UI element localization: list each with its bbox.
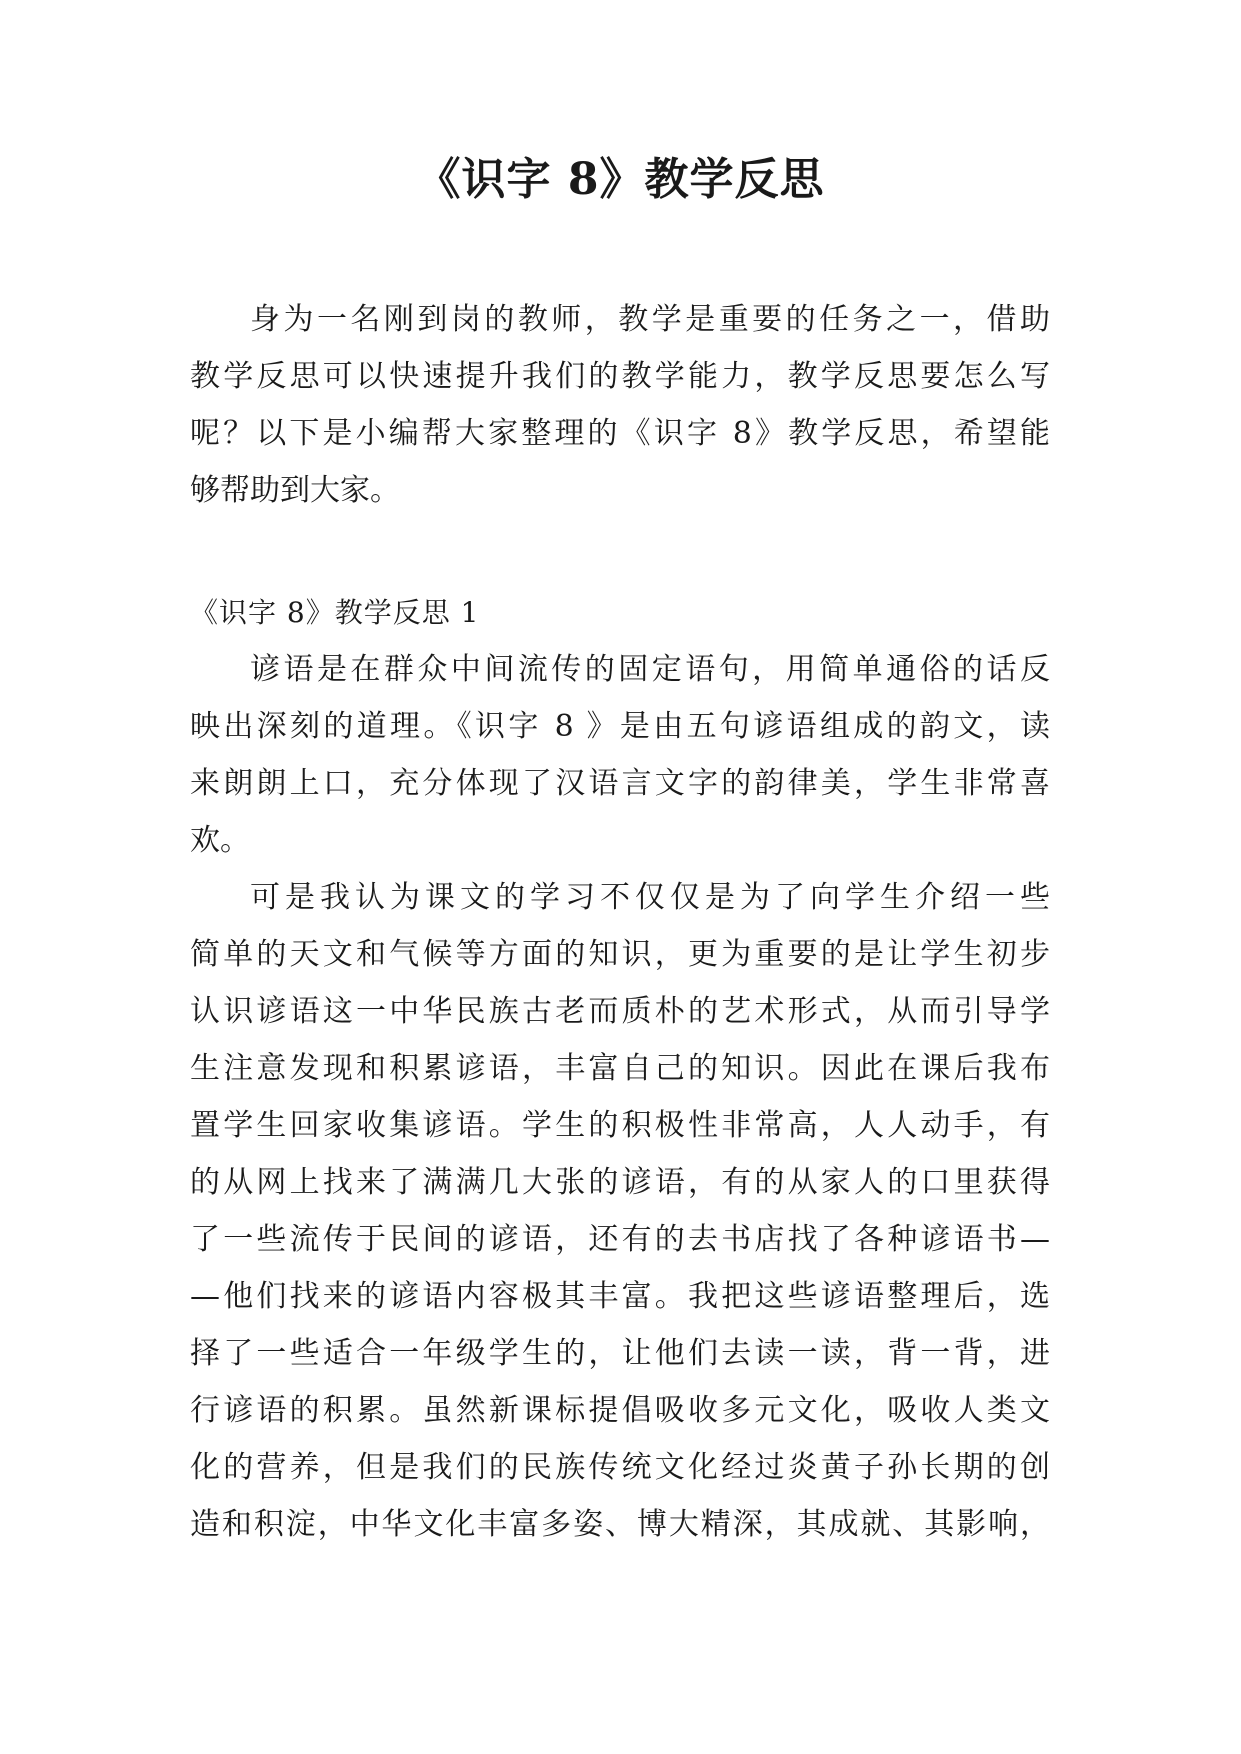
text-line: 来朗朗上口，充分体现了汉语言文字的韵律美，学生非常喜 [190, 766, 1050, 801]
text-line: 简单的天文和气候等方面的知识，更为重要的是让学生初步 [190, 937, 1050, 972]
text-line: 谚语是在群众中间流传的固定语句，用简单通俗的话反 [250, 652, 1050, 687]
text-line: 造和积淀，中华文化丰富多姿、博大精深，其成就、其影响， [190, 1507, 1050, 1542]
section-1-paragraph-2 [190, 869, 1050, 1553]
text-line: 择了一些适合一年级学生的，让他们去读一读，背一背，进 [190, 1336, 1050, 1371]
text-line: 了一些流传于民间的谚语，还有的去书店找了各种谚语书— [190, 1222, 1050, 1257]
text-line: —他们找来的谚语内容极其丰富。我把这些谚语整理后，选 [190, 1279, 1050, 1314]
text-line: 的从网上找来了满满几大张的谚语，有的从家人的口里获得 [190, 1165, 1050, 1200]
text-line: 欢。 [190, 823, 250, 858]
text-line: 映出深刻的道理。《识字 8 》是由五句谚语组成的韵文，读 [190, 709, 1050, 744]
section-1 [190, 584, 1050, 1553]
text-line: 够帮助到大家。 [190, 473, 400, 508]
section-heading: 《识字 8》教学反思 1 [190, 596, 480, 629]
text-line: 认识谚语这一中华民族古老而质朴的艺术形式，从而引导学 [190, 994, 1050, 1029]
intro-paragraph [190, 291, 1050, 519]
text-line: 可是我认为课文的学习不仅仅是为了向学生介绍一些 [250, 880, 1050, 915]
text-line: 教学反思可以快速提升我们的教学能力，教学反思要怎么写 [190, 359, 1050, 394]
section-1-paragraph-1 [190, 641, 1050, 869]
text-line: 呢？以下是小编帮大家整理的《识字 8》教学反思，希望能 [190, 416, 1050, 451]
text-line: 生注意发现和积累谚语，丰富自己的知识。因此在课后我布 [190, 1051, 1050, 1086]
document-title: 《识字 8》教学反思 [416, 154, 825, 205]
text-line: 身为一名刚到岗的教师，教学是重要的任务之一，借助 [250, 302, 1050, 337]
text-line: 行谚语的积累。虽然新课标提倡吸收多元文化，吸收人类文 [190, 1393, 1050, 1428]
text-line: 化的营养，但是我们的民族传统文化经过炎黄子孙长期的创 [190, 1450, 1050, 1485]
text-line: 置学生回家收集谚语。学生的积极性非常高，人人动手，有 [190, 1108, 1050, 1143]
